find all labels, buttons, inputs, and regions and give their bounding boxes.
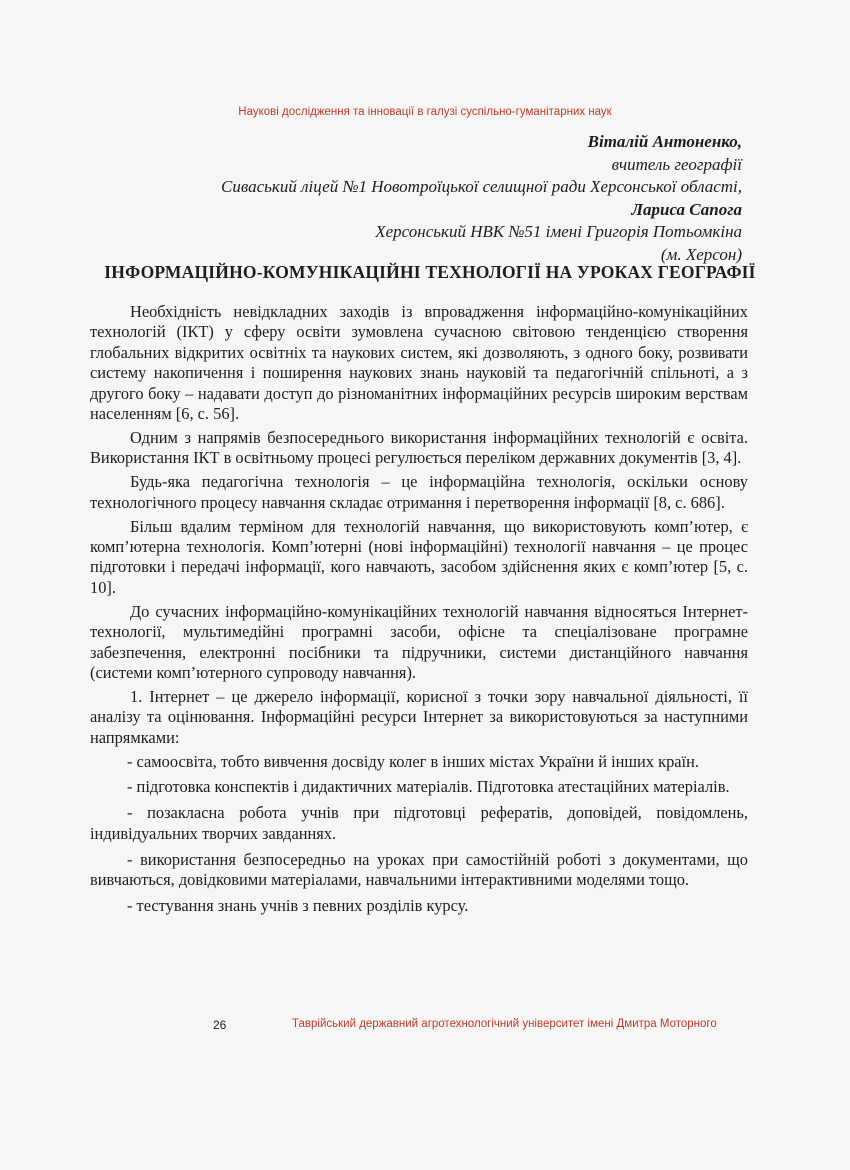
author-city-2: (м. Херсон)	[660, 244, 742, 264]
paragraph: До сучасних інформаційно-комунікаційних технологій навчання відносяться Інтернет-технології, мультимедійні програмні засоби, офісне та спеціалізоване програмне забезпечення, електронні посібники та підручники, системи дистанційного навчання (системи комп’ютерного супроводу навчання).	[90, 601, 748, 682]
page-number: 26	[213, 1018, 227, 1032]
paragraph: 1. Інтернет – це джерело інформації, корисної з точки зору навчальної діяльності, її аналізу та оцінювання. Інформаційні ресурси Інтернет за використовуються за наступними напрямками:	[90, 686, 748, 747]
list-item: - підготовка конспектів і дидактичних матеріалів. Підготовка атестаційних матеріалів.	[127, 777, 730, 797]
author-name-1: Віталій Антоненко,	[587, 132, 742, 151]
paragraph: Більш вдалим терміном для технологій навчання, що використовують комп’ютер, є комп’ютерна технологія. Комп’ютерні (нові інформаційні) технології навчання – це процес підготовки і передачі інформації, кого навчають, засобом здійснення яких є комп’ютер [5, с. 10].	[90, 516, 748, 597]
article-body	[90, 302, 748, 922]
footer-university: Таврійський державний агротехнологічний університет імені Дмитра Моторного	[292, 1018, 717, 1030]
list-item: - використання безпосередньо на уроках при самостійній роботі з документами, що вивчаються, довідковими матеріалами, навчальними інтерактивними моделями тощо.	[90, 849, 748, 890]
author-name-2: Лариса Сапога	[631, 199, 742, 219]
paragraph: Будь-яка педагогічна технологія – це інформаційна технологія, оскільки основу технологічного процесу навчання складає отримання і перетворення інформації [8, с. 686].	[90, 472, 748, 512]
author-block	[102, 131, 742, 266]
paragraph: Одним з напрямів безпосереднього використання інформаційних технологій є освіта. Використання ІКТ в освітньому процесі регулюється переліком державних документів [3, 4].	[90, 427, 748, 468]
paragraph: Необхідність невідкладних заходів із впровадження інформаційно-комунікаційних технологій (ІКТ) у сферу освіти зумовлена сучасною світовою тенденцією створення глобальних відкритих освітніх та наукових систем, які дозволяють, з одного боку, розвивати систему накопичення і поширення наукових знань науковій та педагогічній спільноті, а з другого боку – надавати доступ до різноманітних інформаційних ресурсів широким верствам населенням [6, с. 56].	[90, 302, 748, 424]
author-affiliation-2: Херсонський НВК №51 імені Григорія Потьомкіна	[375, 222, 742, 241]
list-item: - самоосвіта, тобто вивчення досвіду колег в інших містах України й інших країн.	[127, 751, 699, 771]
author-affiliation-1: Сиваський ліцей №1 Новотроїцької селищної ради Херсонської області,	[221, 177, 742, 196]
running-header: Наукові дослідження та інновації в галузі суспільно-гуманітарних наук	[238, 106, 612, 118]
list-item: - позакласна робота учнів при підготовці рефератів, доповідей, повідомлень, індивідуальних творчих завданнях.	[90, 803, 748, 843]
list-item: - тестування знань учнів з певних розділів курсу.	[127, 895, 469, 915]
author-position-1: вчитель географії	[611, 154, 742, 174]
article-title: ІНФОРМАЦІЙНО-КОМУНІКАЦІЙНІ ТЕХНОЛОГІЇ НА УРОКАХ ГЕОГРАФІЇ	[104, 262, 756, 282]
